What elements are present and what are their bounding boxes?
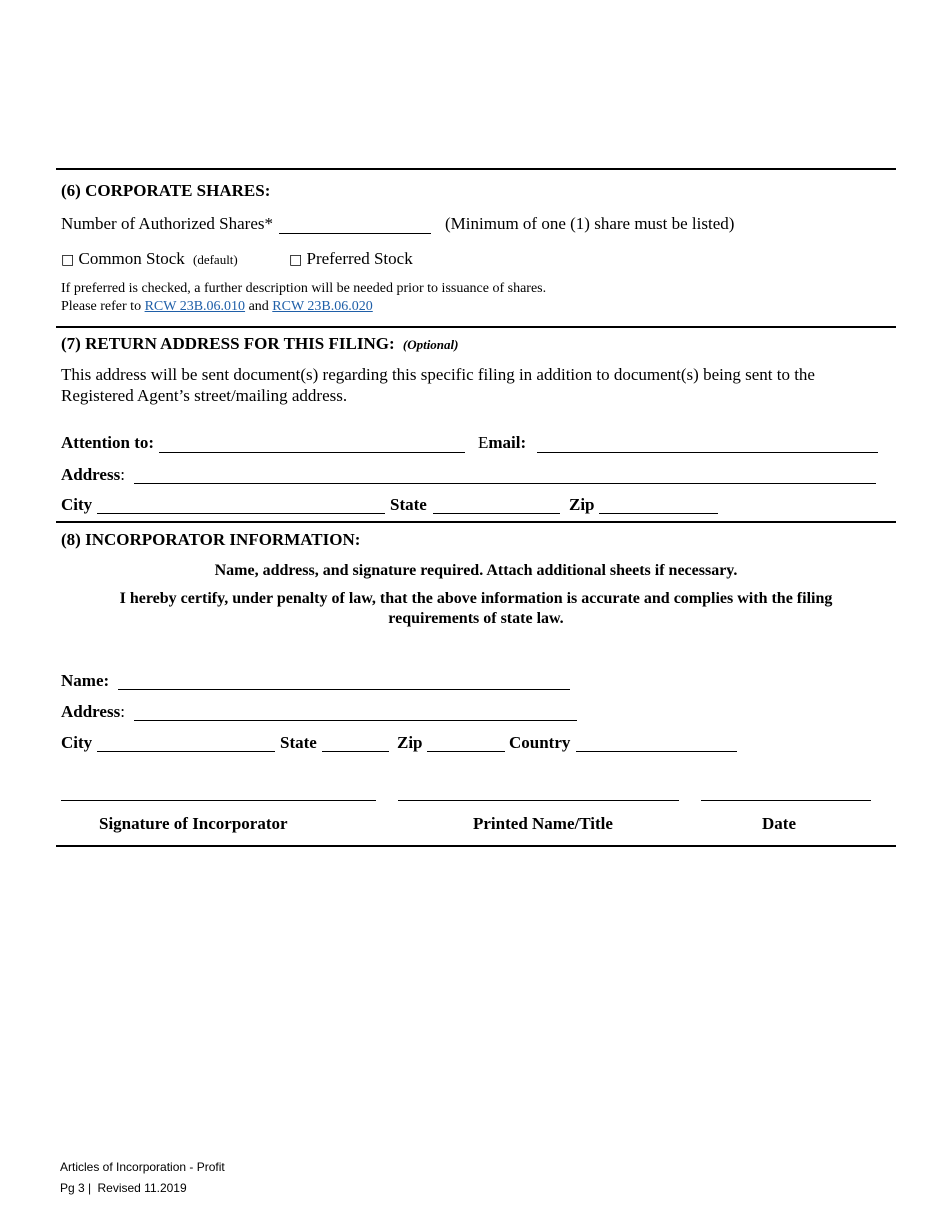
email-label-e: E	[478, 433, 489, 452]
and-word: and	[248, 299, 269, 314]
return-state-field[interactable]	[433, 513, 560, 514]
attention-field[interactable]	[159, 452, 465, 453]
return-state-label: State	[390, 495, 427, 514]
incorporator-state-label: State	[280, 733, 317, 752]
refer-prefix: Please refer to	[61, 299, 142, 314]
incorporator-zip-field[interactable]	[427, 751, 505, 752]
return-city-label: City	[61, 495, 93, 514]
email-label	[478, 433, 526, 453]
common-stock-option[interactable]	[61, 249, 238, 269]
authorized-shares-field[interactable]	[279, 233, 431, 234]
incorporator-address-label-text: Address	[61, 702, 121, 721]
optional-tag: (Optional)	[402, 337, 459, 352]
footer-page: Pg 3 |	[60, 1181, 92, 1195]
rcw-link-1[interactable]: RCW 23B.06.010	[144, 299, 246, 314]
signature-label: Signature of Incorporator	[99, 814, 288, 833]
incorporator-instruction: Name, address, and signature required. Attach additional sheets if necessary.	[214, 562, 738, 579]
attention-label: Attention to:	[61, 433, 155, 452]
incorporator-state-field[interactable]	[322, 751, 389, 752]
common-stock-label: Common Stock	[78, 249, 185, 268]
signature-line[interactable]	[61, 800, 376, 801]
printed-name-line[interactable]	[398, 800, 679, 801]
return-address-colon: :	[120, 465, 125, 484]
footer-title: Articles of Incorporation - Profit	[60, 1160, 225, 1174]
printed-name-label: Printed Name/Title	[473, 814, 613, 833]
incorporator-name-label: Name:	[61, 671, 110, 690]
return-address-label	[61, 465, 125, 485]
common-stock-default: (default)	[193, 252, 238, 267]
incorporator-city-label: City	[61, 733, 93, 752]
return-address-desc-2: Registered Agent’s street/mailing address.	[61, 386, 348, 405]
footer-page-info	[60, 1181, 187, 1195]
incorporator-address-field[interactable]	[134, 720, 577, 721]
preferred-stock-checkbox[interactable]: □	[289, 252, 303, 268]
return-address-desc-1: This address will be sent document(s) regarding this specific filing in addition to document(s) being sent to the	[61, 365, 815, 384]
preferred-stock-label: Preferred Stock	[306, 249, 413, 268]
incorporator-country-field[interactable]	[576, 751, 737, 752]
authorized-shares-label: Number of Authorized Shares*	[61, 214, 273, 233]
return-zip-label: Zip	[569, 495, 595, 514]
return-address-label-text: Address	[61, 465, 121, 484]
incorporator-address-colon: :	[120, 702, 125, 721]
certify-line-2: requirements of state law.	[388, 610, 564, 627]
incorporator-zip-label: Zip	[397, 733, 423, 752]
date-line[interactable]	[701, 800, 871, 801]
section-divider	[56, 326, 896, 328]
preferred-stock-option[interactable]	[289, 249, 413, 269]
incorporator-city-field[interactable]	[97, 751, 275, 752]
return-address-field[interactable]	[134, 483, 876, 484]
date-label: Date	[762, 814, 796, 833]
shares-heading: (6) CORPORATE SHARES:	[61, 181, 271, 200]
footer-revised: Revised 11.2019	[97, 1181, 187, 1195]
return-zip-field[interactable]	[599, 513, 718, 514]
common-stock-checkbox[interactable]: □	[61, 252, 75, 268]
incorporator-name-field[interactable]	[118, 689, 570, 690]
section-divider	[56, 168, 896, 170]
incorporator-address-label	[61, 702, 125, 722]
return-address-heading: (7) RETURN ADDRESS FOR THIS FILING:	[61, 334, 395, 353]
minimum-share-note: (Minimum of one (1) share must be listed)	[445, 214, 735, 233]
email-label-rest: mail:	[488, 433, 527, 452]
rcw-reference	[61, 299, 373, 315]
preferred-note: If preferred is checked, a further description will be needed prior to issuance of shares.	[61, 281, 547, 296]
section-divider	[56, 845, 896, 847]
return-city-field[interactable]	[97, 513, 385, 514]
rcw-link-2[interactable]: RCW 23B.06.020	[272, 299, 373, 314]
certify-line-1: I hereby certify, under penalty of law, that the above information is accurate and complies with the filing	[119, 590, 833, 607]
incorporator-country-label: Country	[509, 733, 571, 752]
incorporator-heading: (8) INCORPORATOR INFORMATION:	[61, 530, 361, 549]
return-address-heading-row	[61, 334, 458, 354]
email-field[interactable]	[537, 452, 878, 453]
section-divider	[56, 521, 896, 523]
